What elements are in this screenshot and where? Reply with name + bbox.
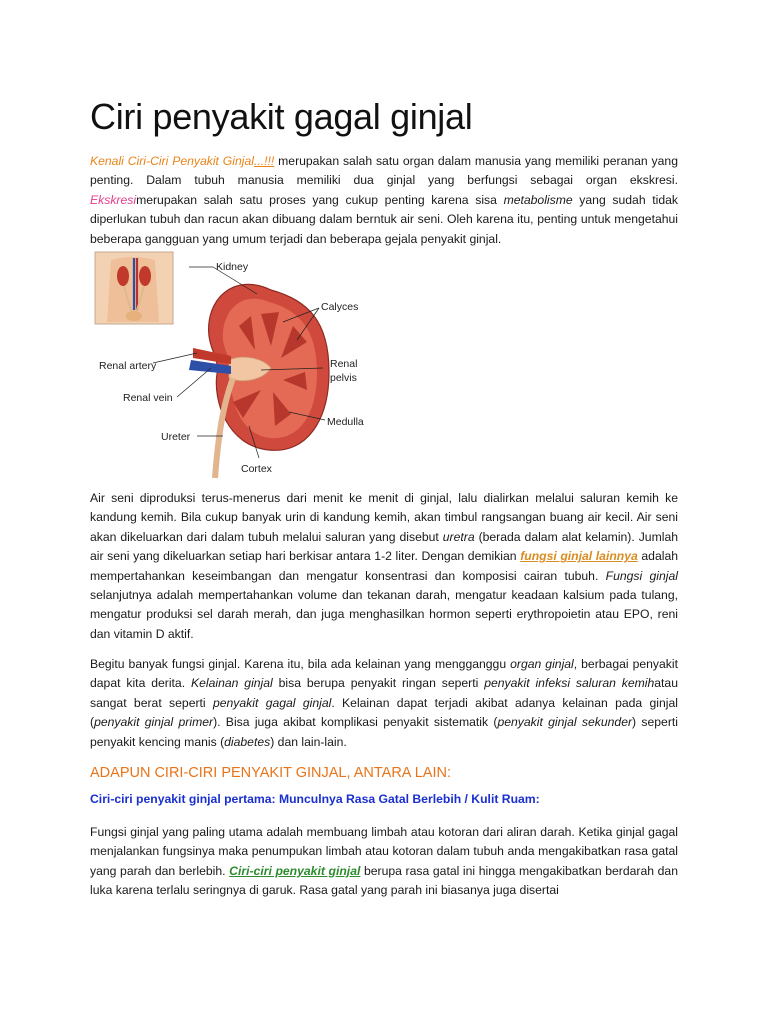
ciri-ciri-link[interactable]: Ciri-ciri penyakit ginjal: [229, 863, 361, 878]
primer-term: penyakit ginjal primer: [94, 715, 214, 730]
disorders-text-8: ) dan lain-lain.: [270, 734, 347, 749]
label-medulla: Medulla: [327, 416, 364, 428]
disorders-text-6: ). Bisa juga akibat komplikasi penyakit sistematik (: [213, 715, 498, 730]
itching-text-1: Fungsi ginjal yang paling utama adalah membuang limbah atau kotoran dari aliran darah. Ketika ginjal gagal menjalankan fungsinya maka penumpukan limbah atau kotoran dalam tubuh anda mengakibatkan rasa gatal yang parah dan berlebih.: [90, 825, 678, 878]
fungsi-ginjal-term: Fungsi ginjal: [605, 568, 678, 583]
label-renal-vein: Renal vein: [123, 392, 173, 404]
sekunder-term: penyakit ginjal sekunder: [497, 715, 633, 730]
itching-text-2: berupa rasa gatal ini hingga mengakibatkan berdarah dan luka karena terlalu seringnya di garuk. Rasa gatal yang parah ini biasanya juga disertai: [90, 863, 678, 898]
diabetes-term: diabetes: [224, 734, 271, 749]
label-renal-pelvis-2: pelvis: [330, 372, 357, 384]
torso-kidney-right: [139, 266, 151, 286]
organ-ginjal-term: organ ginjal: [510, 657, 574, 671]
label-kidney: Kidney: [216, 261, 249, 273]
intro-text-2: merupakan salah satu proses yang cukup penting karena sisa: [136, 192, 504, 207]
subsection-heading: Ciri-ciri penyakit ginjal pertama: Munculnya Rasa Gatal Berlebih / Kulit Ruam:: [90, 792, 540, 806]
uretra-term: uretra: [442, 529, 475, 544]
disorders-text-1: Begitu banyak fungsi ginjal. Karena itu, bila ada kelainan yang mengganggu: [90, 657, 511, 671]
torso-kidney-left: [117, 266, 129, 286]
intro-text-3: yang sudah tidak diperlukan tubuh dan racun akan dibuang dalam berntuk air seni. Oleh karena itu, penting untuk mengetahui beberapa gangguan yang umum terjadi dan beberapa gejala penyakit ginjal.: [90, 192, 678, 246]
disorders-paragraph: [90, 655, 678, 752]
disorders-text-3: bisa berupa penyakit ringan seperti: [272, 676, 485, 691]
intro-paragraph: [90, 152, 678, 249]
kidney-diagram: [93, 250, 373, 480]
urine-text-2: (berada dalam alat kelamin). Jumlah air seni yang dikeluarkan setiap hari berkisar antara 1-2 liter. Dengan demikian: [90, 529, 679, 564]
label-cortex: Cortex: [241, 463, 272, 475]
intro-highlight: Kenali Ciri-Ciri Penyakit Ginjal: [90, 154, 254, 168]
disorders-text-7: ) seperti penyakit kencing manis (: [90, 715, 678, 749]
urine-paragraph: [90, 489, 678, 644]
label-renal-artery: Renal artery: [99, 360, 157, 372]
intro-text: merupakan salah satu organ dalam manusia yang memiliki peranan yang penting. Dalam tubuh manusia memiliki dua ginjal yang berfungsi sebagai organ ekskresi.: [90, 154, 678, 188]
disorders-text-4: atau sangat berat seperti: [90, 676, 678, 710]
label-calyces: Calyces: [321, 301, 359, 313]
itching-paragraph: [90, 823, 678, 901]
metabolisme-term: metabolisme: [503, 192, 573, 207]
gagal-ginjal-term: penyakit gagal ginjal: [212, 695, 332, 710]
fungsi-ginjal-link[interactable]: fungsi ginjal lainnya: [520, 549, 638, 564]
infeksi-term: penyakit infeksi saluran kemih: [484, 676, 655, 691]
label-renal-pelvis-1: Renal: [330, 358, 358, 370]
section-heading: ADAPUN CIRI-CIRI PENYAKIT GINJAL, ANTARA LAIN:: [90, 765, 451, 781]
disorders-text-5: . Kelainan dapat terjadi akibat adanya kelainan pada ginjal (: [90, 695, 678, 730]
intro-exclaim-link[interactable]: ...!!!: [253, 154, 275, 168]
kidney-illustration: [93, 250, 373, 480]
urine-text-3: adalah mempertahankan keseimbangan dan mengatur konsentrasi dan komposisi cairan tubuh.: [90, 549, 679, 583]
disorders-text-2: , berbagai penyakit dapat kita derita.: [90, 657, 678, 691]
page-title: Ciri penyakit gagal ginjal: [90, 96, 473, 137]
ekskresi-term: Ekskresi: [90, 192, 137, 207]
urine-text-1: Air seni diproduksi terus-menerus dari menit ke menit di ginjal, lalu dialirkan melalui saluran kemih ke kandung kemih. Bila cukup banyak urin di kandung kemih, akan timbul rangsangan buang air kecil. Air seni akan dikeluarkan dari dalam tubuh melalui saluran yang disebut: [90, 491, 678, 544]
kelainan-ginjal-term: Kelainan ginjal: [190, 676, 273, 691]
label-ureter: Ureter: [161, 431, 191, 443]
urine-text-4: selanjutnya adalah mempertahankan volume dan tekanan darah, mengatur keadaan kalsium pada tulang, mengatur produksi sel darah merah, dan juga menghasilkan hormon seperti erythropoietin atau EPO, reni dan vitamin D aktif.: [90, 588, 678, 641]
